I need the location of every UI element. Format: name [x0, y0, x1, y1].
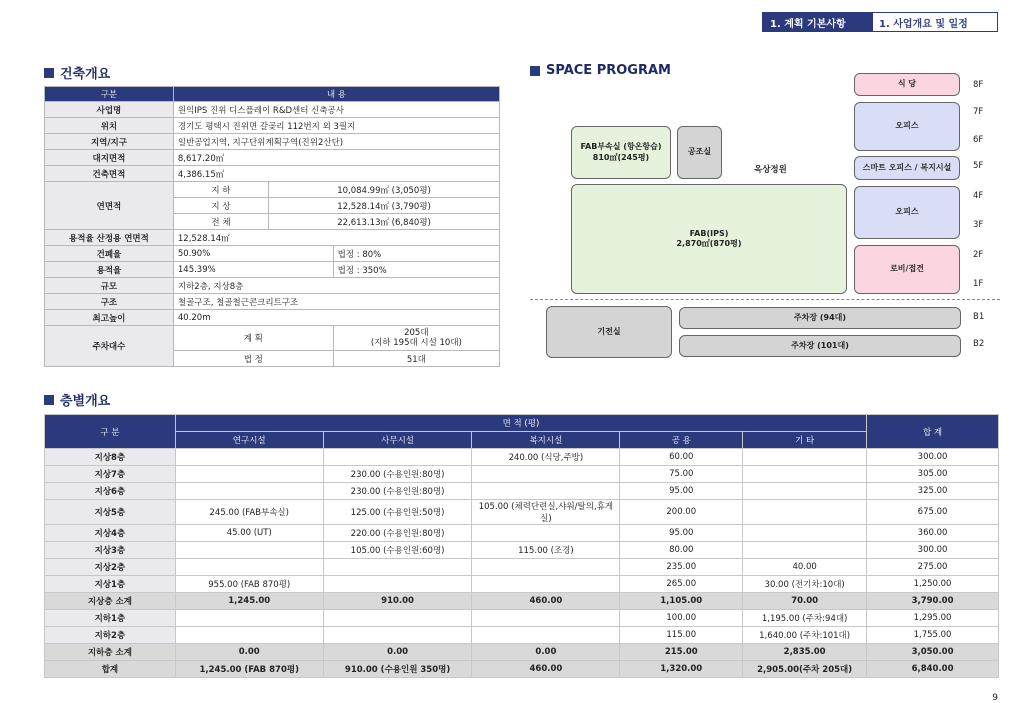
row-label: 합계 — [45, 661, 176, 678]
square-bullet-icon — [44, 68, 54, 78]
row-label: 용적율 산정용 연면적 — [45, 230, 174, 246]
office-top-box: 오피스 — [854, 102, 960, 151]
col-header-research: 연구시설 — [175, 432, 323, 449]
row-label: 지상1층 — [45, 576, 176, 593]
table-row — [45, 610, 999, 627]
parking-legal-value: 51대 — [333, 351, 499, 367]
row-label: 지하층 소계 — [45, 644, 176, 661]
table-cell: 910.00 — [323, 593, 472, 610]
row-label: 건폐율 — [45, 246, 174, 262]
table-cell — [175, 483, 323, 500]
row-value: 일반공업지역, 지구단위계획구역(진위2산단) — [173, 134, 499, 150]
table-cell — [743, 466, 867, 483]
table-cell — [175, 449, 323, 466]
table-cell: 125.00 (수용인원:50명) — [323, 500, 472, 525]
table-cell — [175, 610, 323, 627]
table-cell — [323, 449, 472, 466]
row-label: 지상4층 — [45, 525, 176, 542]
row-total: 305.00 — [867, 466, 999, 483]
building-overview-table — [44, 86, 500, 367]
rooftop-garden-label: 옥상정원 — [754, 165, 787, 175]
table-cell: 230.00 (수용인원:80명) — [323, 483, 472, 500]
row-value: 철골구조, 철골철근콘크리트구조 — [173, 294, 499, 310]
table-cell: 1,640.00 (주차:101대) — [743, 627, 867, 644]
table-cell — [472, 559, 620, 576]
fab-sub-line1: FAB부속실 (항온항습) — [580, 142, 662, 152]
table-cell: 460.00 — [472, 593, 620, 610]
col-header-category: 구 분 — [45, 415, 176, 449]
square-bullet-icon — [44, 395, 54, 405]
floor-label-7f: 7F — [973, 107, 984, 117]
table-cell: 2,835.00 — [743, 644, 867, 661]
row-total: 300.00 — [867, 449, 999, 466]
space-program-diagram — [528, 68, 1000, 364]
table-cell — [323, 576, 472, 593]
row-label: 대지면적 — [45, 150, 174, 166]
table-row — [45, 449, 999, 466]
floor-label-2f: 2F — [973, 250, 984, 260]
col-header-total: 합 계 — [867, 415, 999, 449]
table-cell — [472, 610, 620, 627]
row-label: 지역/지구 — [45, 134, 174, 150]
fab-sub-box — [571, 126, 671, 179]
table-row — [45, 525, 999, 542]
table-row — [45, 644, 999, 661]
table-cell — [175, 559, 323, 576]
row-label: 지상층 소계 — [45, 593, 176, 610]
table-cell: 910.00 (수용인원 350명) — [323, 661, 472, 678]
col-header-office: 사무시설 — [323, 432, 472, 449]
table-cell: 460.00 — [472, 661, 620, 678]
row-total: 300.00 — [867, 542, 999, 559]
section-title-floor-overview — [44, 390, 110, 409]
table-cell: 30.00 (전기차:10대) — [743, 576, 867, 593]
table-row — [45, 500, 999, 525]
row-label: 건축면적 — [45, 166, 174, 182]
floor-label-6f: 6F — [973, 135, 984, 145]
table-cell: 220.00 (수용인원:80명) — [323, 525, 472, 542]
row-label: 연면적 — [45, 182, 174, 230]
col-header-area: 면 적 (평) — [175, 415, 866, 432]
table-cell — [323, 627, 472, 644]
row-label: 용적율 — [45, 262, 174, 278]
table-cell: 105.00 (수용인원:60명) — [323, 542, 472, 559]
col-header-category: 구분 — [45, 87, 174, 102]
smart-office-box: 스마트 오피스 / 복지시설 — [854, 156, 960, 180]
table-cell: 0.00 — [472, 644, 620, 661]
parking-b2-box: 주차장 (101대) — [679, 335, 961, 357]
row-total: 1,250.00 — [867, 576, 999, 593]
row-total: 3,790.00 — [867, 593, 999, 610]
table-cell — [323, 559, 472, 576]
row-total: 675.00 — [867, 500, 999, 525]
cafeteria-box: 식 당 — [854, 73, 960, 96]
table-cell: 200.00 — [620, 500, 743, 525]
row-label: 위치 — [45, 118, 174, 134]
section-title-building — [44, 63, 110, 82]
floor-overview-title-text: 층별개요 — [60, 394, 111, 409]
space-program-title-text: SPACE PROGRAM — [546, 63, 671, 78]
table-row — [45, 542, 999, 559]
table-cell: 75.00 — [620, 466, 743, 483]
table-row — [45, 627, 999, 644]
table-cell: 955.00 (FAB 870평) — [175, 576, 323, 593]
table-cell: 240.00 (식당,주방) — [472, 449, 620, 466]
parking-plan-value — [333, 326, 499, 351]
table-cell — [175, 542, 323, 559]
row-total: 360.00 — [867, 525, 999, 542]
table-cell: 115.00 — [620, 627, 743, 644]
row-total: 1,755.00 — [867, 627, 999, 644]
table-cell: 100.00 — [620, 610, 743, 627]
row-total: 325.00 — [867, 483, 999, 500]
table-cell: 45.00 (UT) — [175, 525, 323, 542]
row-value: 원익IPS 진위 디스플레이 R&D센터 신축공사 — [173, 102, 499, 118]
table-cell: 40.00 — [743, 559, 867, 576]
table-cell: 105.00 (체력단련실,샤워/탈의,휴게실) — [472, 500, 620, 525]
fab-line1: FAB(IPS) — [689, 228, 729, 238]
row-value: 4,386.15㎡ — [173, 166, 499, 182]
office-mid-box: 오피스 — [854, 186, 960, 239]
row-legal: 법정 : 80% — [333, 246, 499, 262]
table-cell — [472, 576, 620, 593]
floor-label-b2: B2 — [973, 339, 985, 349]
col-header-welfare: 복지시설 — [472, 432, 620, 449]
row-value: 지하2층, 지상8층 — [173, 278, 499, 294]
row-label: 지하2층 — [45, 627, 176, 644]
row-legal: 법정 : 350% — [333, 262, 499, 278]
tab-plan-basics[interactable]: 1. 계획 기본사항 — [762, 12, 872, 32]
table-cell — [743, 483, 867, 500]
row-value: 8,617.20㎡ — [173, 150, 499, 166]
table-cell: 95.00 — [620, 525, 743, 542]
table-cell: 0.00 — [323, 644, 472, 661]
fab-sub-line2: 810㎡(245평) — [592, 152, 650, 162]
table-cell: 1,105.00 — [620, 593, 743, 610]
table-row — [45, 576, 999, 593]
floor-area-key: 지 하 — [173, 182, 268, 198]
parking-plan-value-main: 205대 — [404, 327, 429, 338]
table-cell: 230.00 (수용인원:80명) — [323, 466, 472, 483]
table-cell: 265.00 — [620, 576, 743, 593]
table-cell — [472, 525, 620, 542]
page-number: 9 — [992, 693, 998, 703]
table-cell: 1,245.00 — [175, 593, 323, 610]
table-cell — [472, 466, 620, 483]
row-value: 50.90% — [173, 246, 333, 262]
table-cell — [743, 500, 867, 525]
floor-overview-table — [44, 414, 999, 678]
utility-box: 공조실 — [677, 126, 722, 179]
fab-box — [571, 184, 847, 294]
ground-line — [530, 299, 1000, 300]
row-label: 주차대수 — [45, 326, 174, 367]
row-label: 지상5층 — [45, 500, 176, 525]
table-cell: 80.00 — [620, 542, 743, 559]
parking-b1-box: 주차장 (94대) — [679, 307, 961, 329]
table-cell: 1,195.00 (주차:94대) — [743, 610, 867, 627]
table-cell — [323, 610, 472, 627]
table-row — [45, 466, 999, 483]
row-value: 12,528.14㎡ — [173, 230, 499, 246]
row-label: 구조 — [45, 294, 174, 310]
table-row — [45, 483, 999, 500]
table-row — [45, 593, 999, 610]
row-total: 1,295.00 — [867, 610, 999, 627]
floor-area-value: 12,528.14㎡ (3,790평) — [269, 198, 500, 214]
floor-label-3f: 3F — [973, 220, 984, 230]
parking-legal-label: 법 정 — [173, 351, 333, 367]
row-value: 40.20m — [173, 310, 499, 326]
building-title-text: 건축개요 — [60, 67, 111, 82]
tab-overview-schedule[interactable]: 1. 사업개요 및 일정 — [872, 12, 998, 32]
table-cell: 1,320.00 — [620, 661, 743, 678]
row-value: 경기도 평택시 진위면 갈곶리 112번지 외 3필지 — [173, 118, 499, 134]
floor-label-5f: 5F — [973, 161, 984, 171]
table-cell: 2,905.00(주차 205대) — [743, 661, 867, 678]
lobby-box: 로비/접견 — [854, 245, 960, 294]
floor-table-body — [45, 449, 999, 678]
row-total: 6,840.00 — [867, 661, 999, 678]
parking-plan-value-detail: (지하 195대 시설 10대) — [370, 338, 462, 348]
fab-line2: 2,870㎡(870평) — [676, 239, 742, 248]
row-label: 규모 — [45, 278, 174, 294]
table-cell — [472, 483, 620, 500]
table-cell — [743, 525, 867, 542]
mechanical-room-box: 기전실 — [546, 306, 672, 358]
floor-area-key: 지 상 — [173, 198, 268, 214]
col-header-content: 내 용 — [173, 87, 499, 102]
parking-plan-label: 계 획 — [173, 326, 333, 351]
row-label: 최고높이 — [45, 310, 174, 326]
floor-area-value: 10,084.99㎡ (3,050평) — [269, 182, 500, 198]
floor-label-1f: 1F — [973, 279, 984, 289]
col-header-other: 기 타 — [743, 432, 867, 449]
floor-label-4f: 4F — [973, 191, 984, 201]
table-row — [45, 559, 999, 576]
floor-area-key: 전 체 — [173, 214, 268, 230]
table-cell: 60.00 — [620, 449, 743, 466]
row-label: 지상3층 — [45, 542, 176, 559]
table-cell: 1,245.00 (FAB 870평) — [175, 661, 323, 678]
row-label: 지상8층 — [45, 449, 176, 466]
floor-label-8f: 8F — [973, 80, 984, 90]
table-cell: 70.00 — [743, 593, 867, 610]
table-row — [45, 661, 999, 678]
row-label: 지상7층 — [45, 466, 176, 483]
table-cell — [743, 449, 867, 466]
col-header-common: 공 용 — [620, 432, 743, 449]
row-label: 지상6층 — [45, 483, 176, 500]
table-cell: 215.00 — [620, 644, 743, 661]
row-label: 지상2층 — [45, 559, 176, 576]
row-total: 3,050.00 — [867, 644, 999, 661]
table-cell: 235.00 — [620, 559, 743, 576]
table-cell: 0.00 — [175, 644, 323, 661]
table-cell: 115.00 (조경) — [472, 542, 620, 559]
floor-label-b1: B1 — [973, 312, 985, 322]
row-value: 145.39% — [173, 262, 333, 278]
floor-area-value: 22,613.13㎡ (6,840평) — [269, 214, 500, 230]
table-cell: 245.00 (FAB부속실) — [175, 500, 323, 525]
row-label: 지하1층 — [45, 610, 176, 627]
table-cell — [472, 627, 620, 644]
row-label: 사업명 — [45, 102, 174, 118]
table-cell — [743, 542, 867, 559]
table-cell — [175, 627, 323, 644]
row-total: 275.00 — [867, 559, 999, 576]
table-cell — [175, 466, 323, 483]
table-cell: 95.00 — [620, 483, 743, 500]
header-tabs — [762, 12, 998, 32]
